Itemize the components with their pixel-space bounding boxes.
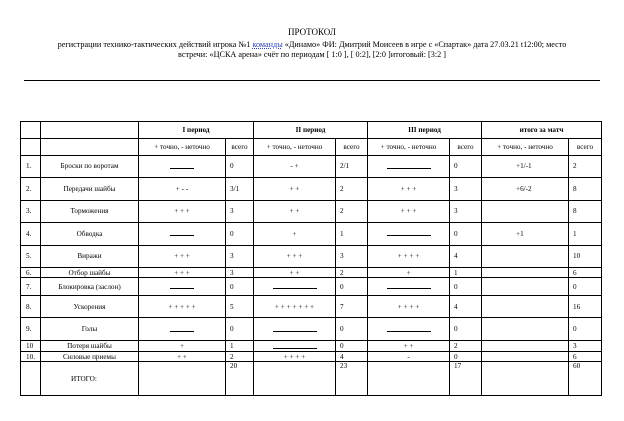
table-subheader-row	[21, 138, 602, 155]
row-period-1-count: 0	[226, 155, 254, 177]
row-period-1-count: 3/1	[226, 178, 254, 200]
subtitle-team-link[interactable]: команды	[252, 40, 283, 49]
row-period-1-count: 3	[226, 200, 254, 222]
row-period-2-count: 2	[336, 178, 368, 200]
row-total-marks	[482, 267, 569, 277]
totals-label: ИТОГО:	[41, 362, 139, 396]
row-period-3-count: 0	[450, 278, 482, 296]
document-subtitle	[20, 40, 604, 60]
row-period-1-marks: + + +	[139, 200, 226, 222]
row-period-1-count: 5	[226, 296, 254, 318]
row-period-1-marks: + + +	[139, 245, 226, 267]
table-row	[21, 178, 602, 200]
blank-line	[170, 162, 194, 169]
header-total: итого за матч	[482, 122, 602, 139]
row-action: Отбор шайбы	[41, 267, 139, 277]
row-total-marks	[482, 318, 569, 340]
table-row	[21, 340, 602, 351]
row-period-1-marks: + + + + +	[139, 296, 226, 318]
row-total-marks	[482, 200, 569, 222]
protocol-table	[20, 121, 602, 396]
row-total-marks	[482, 340, 569, 351]
row-period-1-count: 2	[226, 352, 254, 362]
row-period-1-count: 0	[226, 278, 254, 296]
row-total-marks	[482, 352, 569, 362]
header-empty-num	[21, 122, 41, 139]
subheader-count: всего	[569, 138, 602, 155]
row-number: 6.	[21, 267, 41, 277]
row-action: Силовые приемы	[41, 352, 139, 362]
subtitle-text-b: «Динамо» ФИ: Дмитрий Моисеев в игре с «Спартак» дата 27.03.21 t12:00; место	[282, 40, 567, 49]
totals-empty	[482, 362, 569, 396]
row-number: 3.	[21, 200, 41, 222]
row-period-2-marks	[254, 340, 336, 351]
row-period-3-marks	[368, 318, 450, 340]
row-period-2-marks	[254, 278, 336, 296]
row-period-2-count: 0	[336, 278, 368, 296]
row-period-3-count: 4	[450, 245, 482, 267]
row-action: Виражи	[41, 245, 139, 267]
row-period-2-count: 2/1	[336, 155, 368, 177]
row-period-2-count: 3	[336, 245, 368, 267]
blank-line	[387, 229, 431, 236]
blank-line	[170, 282, 194, 289]
row-period-1-count: 3	[226, 245, 254, 267]
blank-line	[387, 162, 431, 169]
table-row	[21, 318, 602, 340]
header-period-3: III период	[368, 122, 482, 139]
subheader-count: всего	[450, 138, 482, 155]
row-period-3-count: 3	[450, 200, 482, 222]
row-period-3-marks: + + + +	[368, 296, 450, 318]
row-period-1-count: 0	[226, 223, 254, 245]
row-action: Броски по воротам	[41, 155, 139, 177]
row-total-count: 8	[569, 200, 602, 222]
row-period-1-marks: + + +	[139, 267, 226, 277]
row-total-count: 3	[569, 340, 602, 351]
row-total-count: 16	[569, 296, 602, 318]
row-period-1-marks	[139, 155, 226, 177]
row-action: Торможения	[41, 200, 139, 222]
row-period-2-count: 0	[336, 340, 368, 351]
row-period-2-marks: + +	[254, 267, 336, 277]
header-period-2: II период	[254, 122, 368, 139]
row-period-1-marks: + - -	[139, 178, 226, 200]
totals-empty-num	[21, 362, 41, 396]
row-period-1-marks	[139, 318, 226, 340]
row-period-3-count: 0	[450, 155, 482, 177]
table-row	[21, 245, 602, 267]
row-period-2-marks: + + +	[254, 245, 336, 267]
subheader-count: всего	[336, 138, 368, 155]
blank-line	[273, 325, 317, 332]
row-period-2-marks: + + + + + + +	[254, 296, 336, 318]
subtitle-text-c: встречи: «ЦСКА арена» счёт по периодам [ 1:0 ], [ 0:2], [2:0 ]итоговый: [3:2 ]	[178, 50, 446, 59]
row-period-3-count: 2	[450, 340, 482, 351]
subheader-marks: + точно, - неточно	[139, 138, 226, 155]
subheader-marks: + точно, - неточно	[368, 138, 450, 155]
blank-line	[387, 325, 431, 332]
row-period-3-marks: + + +	[368, 178, 450, 200]
header-period-1: I период	[139, 122, 254, 139]
row-period-2-marks: +	[254, 223, 336, 245]
table-row	[21, 296, 602, 318]
horizontal-rule	[24, 80, 600, 81]
row-period-2-count: 1	[336, 223, 368, 245]
row-number: 5.	[21, 245, 41, 267]
row-period-3-marks	[368, 223, 450, 245]
row-total-count: 0	[569, 318, 602, 340]
row-total-marks: +1	[482, 223, 569, 245]
subtitle-text-a: регистрации технико-тактических действий игрока №1	[57, 40, 253, 49]
row-period-2-marks	[254, 318, 336, 340]
row-period-3-count: 3	[450, 178, 482, 200]
row-number: 10.	[21, 352, 41, 362]
row-period-2-count: 2	[336, 200, 368, 222]
row-total-count: 10	[569, 245, 602, 267]
header-empty-action	[41, 122, 139, 139]
row-total-count: 8	[569, 178, 602, 200]
row-period-3-marks: + +	[368, 340, 450, 351]
table-row	[21, 155, 602, 177]
subheader-empty-num	[21, 138, 41, 155]
row-number: 8.	[21, 296, 41, 318]
row-action: Потеря шайбы	[41, 340, 139, 351]
blank-line	[387, 282, 431, 289]
row-total-marks: +6/-2	[482, 178, 569, 200]
row-period-3-count: 1	[450, 267, 482, 277]
row-period-3-marks: -	[368, 352, 450, 362]
row-period-2-marks: - +	[254, 155, 336, 177]
blank-line	[273, 282, 317, 289]
row-total-marks	[482, 296, 569, 318]
table-totals-row	[21, 362, 602, 396]
row-total-marks	[482, 245, 569, 267]
totals-period-3: 17	[450, 362, 482, 396]
row-action: Обводка	[41, 223, 139, 245]
row-action: Голы	[41, 318, 139, 340]
row-period-1-marks	[139, 223, 226, 245]
table-row	[21, 278, 602, 296]
row-period-1-marks: + +	[139, 352, 226, 362]
row-period-3-count: 0	[450, 352, 482, 362]
row-period-1-count: 1	[226, 340, 254, 351]
row-period-3-count: 0	[450, 318, 482, 340]
table-row	[21, 200, 602, 222]
subheader-marks: + точно, - неточно	[482, 138, 569, 155]
row-action: Передачи шайбы	[41, 178, 139, 200]
blank-line	[273, 342, 317, 349]
row-total-count: 2	[569, 155, 602, 177]
row-period-2-count: 2	[336, 267, 368, 277]
totals-empty	[368, 362, 450, 396]
document-title: ПРОТОКОЛ	[288, 27, 336, 37]
row-number: 4.	[21, 223, 41, 245]
row-total-count: 0	[569, 278, 602, 296]
totals-period-2: 23	[336, 362, 368, 396]
table-row	[21, 267, 602, 277]
row-period-3-marks	[368, 155, 450, 177]
row-period-2-count: 7	[336, 296, 368, 318]
row-period-2-marks: + + + +	[254, 352, 336, 362]
row-period-3-marks: +	[368, 267, 450, 277]
table-row	[21, 223, 602, 245]
table-header-row	[21, 122, 602, 139]
totals-total: 60	[569, 362, 602, 396]
row-total-marks: +1/-1	[482, 155, 569, 177]
subheader-marks: + точно, - неточно	[254, 138, 336, 155]
row-number: 7.	[21, 278, 41, 296]
row-period-3-marks	[368, 278, 450, 296]
row-period-1-count: 3	[226, 267, 254, 277]
blank-line	[170, 229, 194, 236]
row-period-3-marks: + + +	[368, 200, 450, 222]
row-period-2-marks: + +	[254, 200, 336, 222]
row-total-count: 1	[569, 223, 602, 245]
row-total-count: 6	[569, 352, 602, 362]
row-period-1-count: 0	[226, 318, 254, 340]
row-period-3-count: 4	[450, 296, 482, 318]
totals-period-1: 20	[226, 362, 254, 396]
row-action: Ускорения	[41, 296, 139, 318]
subheader-count: всего	[226, 138, 254, 155]
row-total-marks	[482, 278, 569, 296]
row-period-3-count: 0	[450, 223, 482, 245]
row-number: 10	[21, 340, 41, 351]
row-period-1-marks	[139, 278, 226, 296]
subheader-empty-action	[41, 138, 139, 155]
row-action: Блокировка (заслон)	[41, 278, 139, 296]
row-period-3-marks: + + + +	[368, 245, 450, 267]
row-number: 9.	[21, 318, 41, 340]
row-period-2-marks: + +	[254, 178, 336, 200]
row-number: 2.	[21, 178, 41, 200]
blank-line	[170, 325, 194, 332]
totals-empty	[254, 362, 336, 396]
table-row	[21, 352, 602, 362]
row-period-2-count: 4	[336, 352, 368, 362]
totals-empty	[139, 362, 226, 396]
row-total-count: 6	[569, 267, 602, 277]
row-period-1-marks: +	[139, 340, 226, 351]
row-number: 1.	[21, 155, 41, 177]
row-period-2-count: 0	[336, 318, 368, 340]
